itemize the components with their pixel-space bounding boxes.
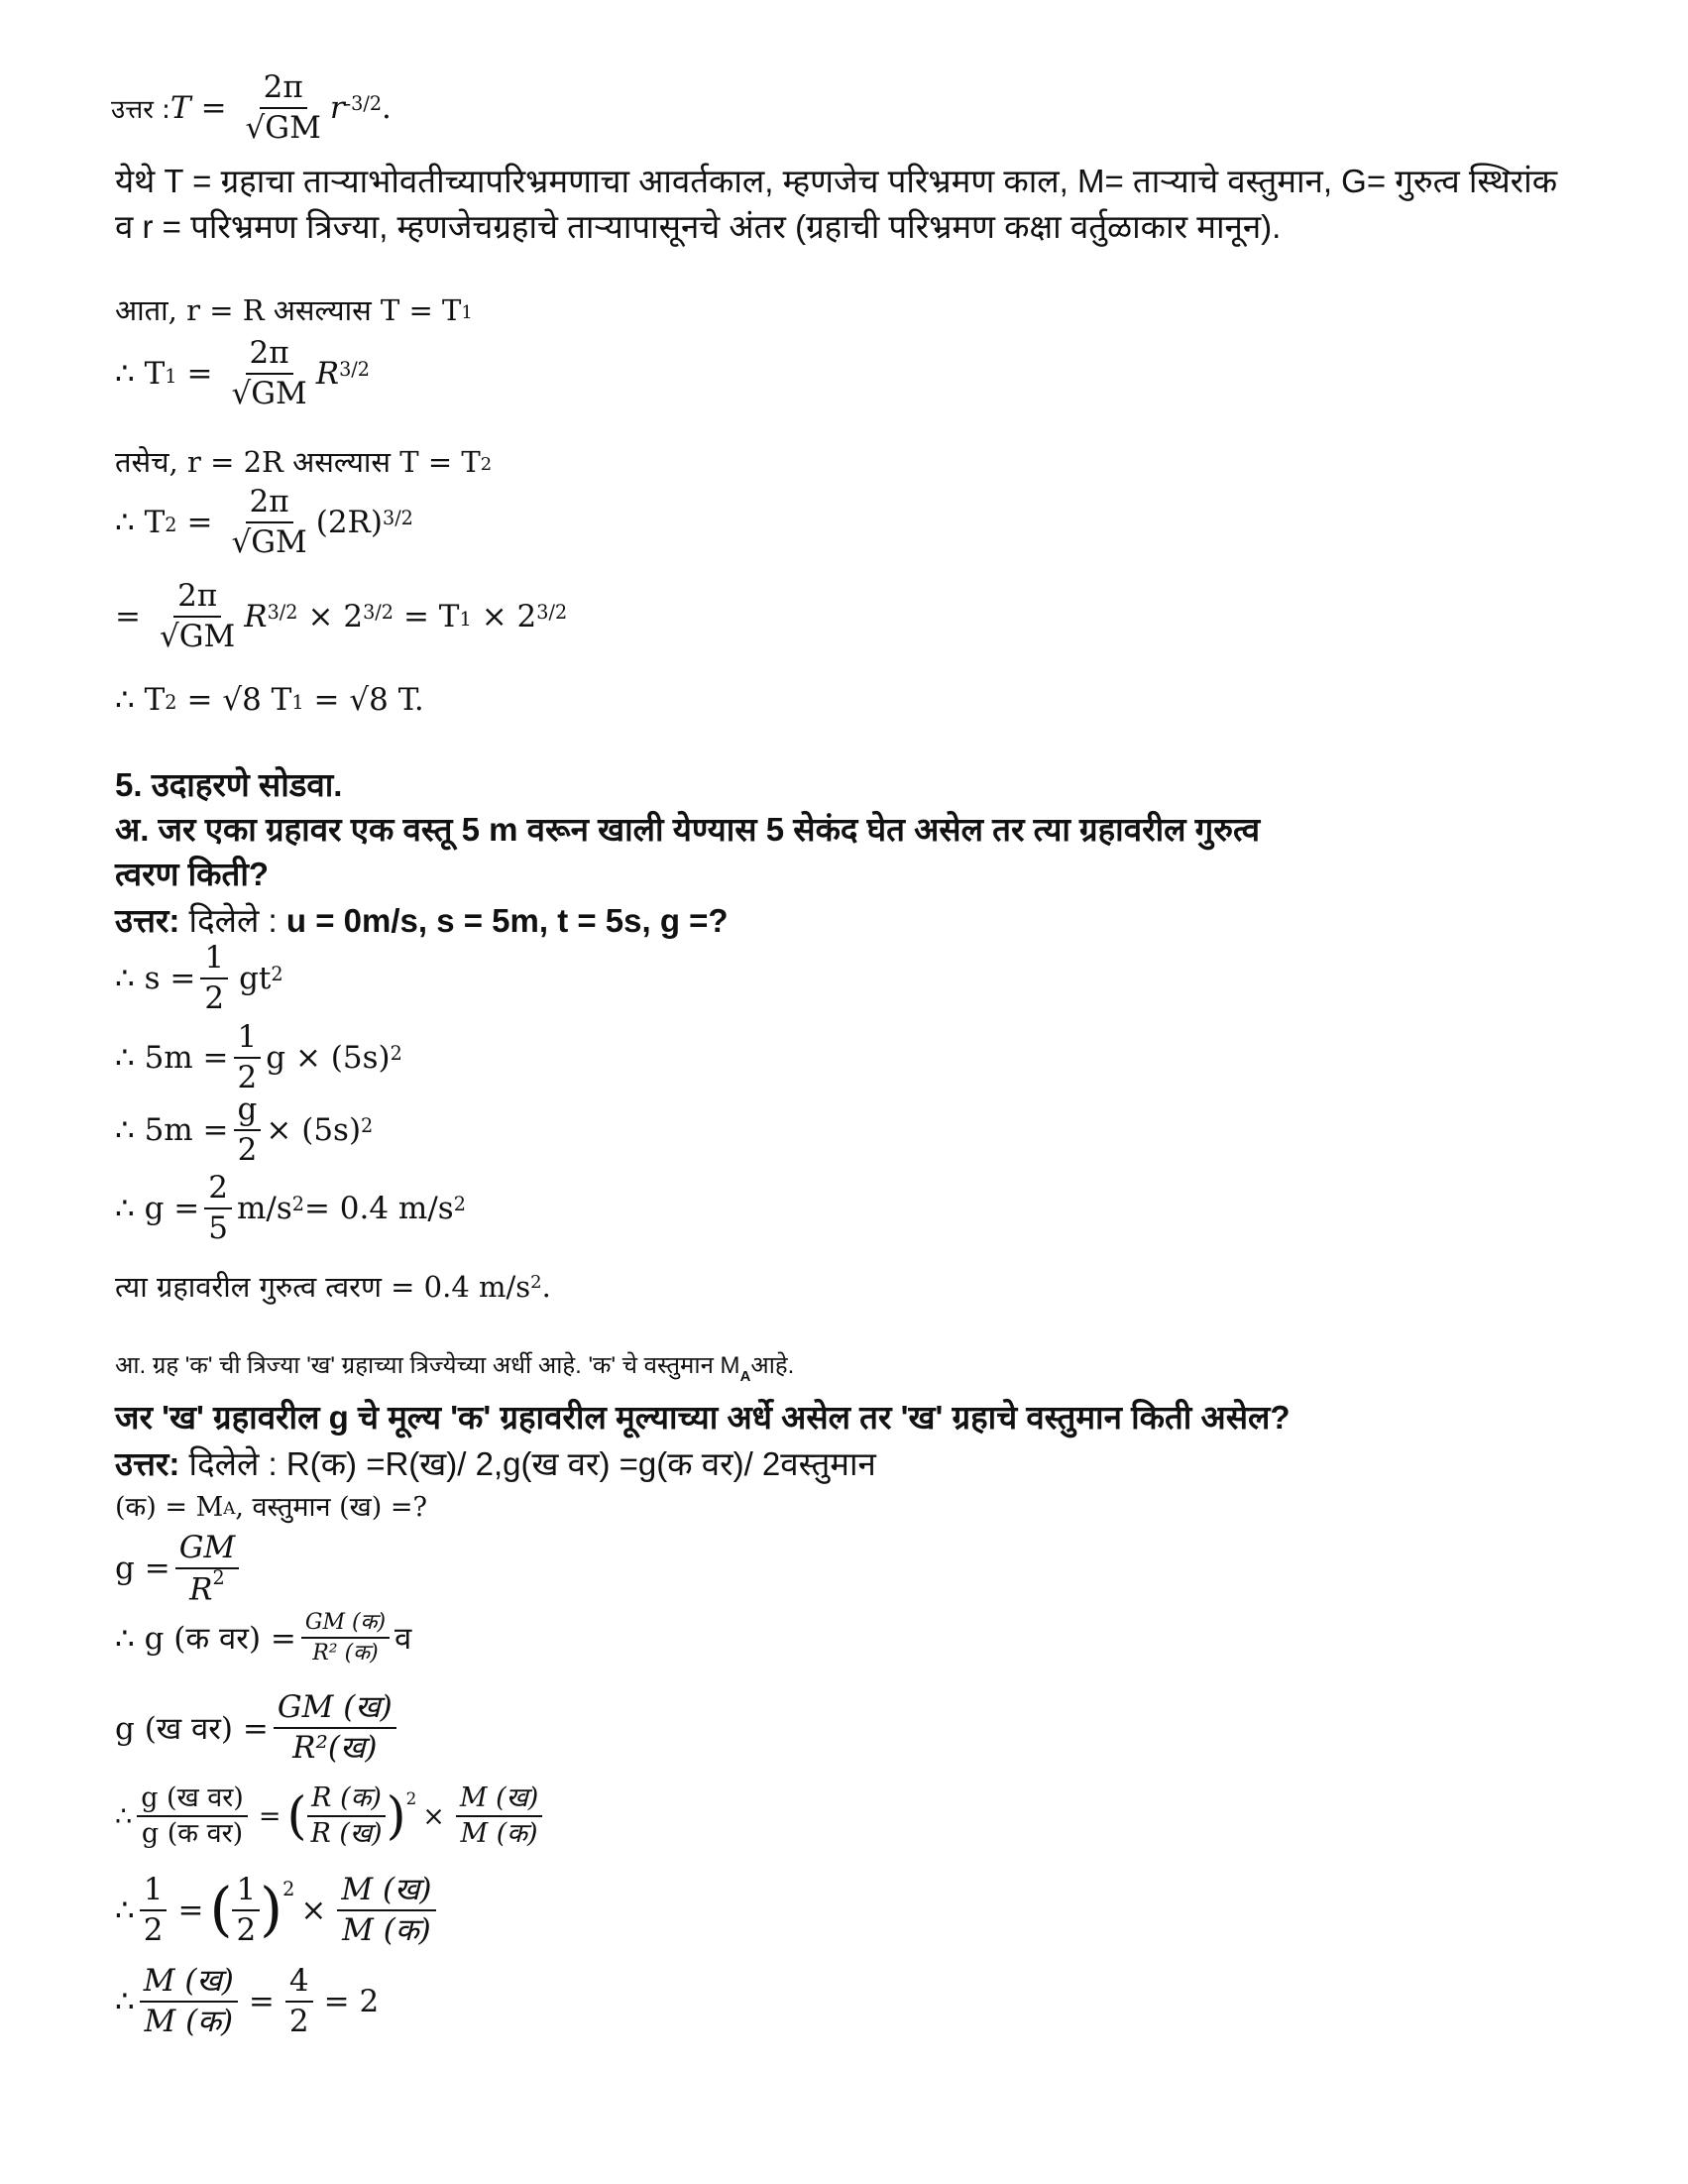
step4: ∴ T 2 = $\frac{2\pi}{√GM}$ (2R) 3/2	[115, 484, 413, 560]
eq-g: ∴ g = $\frac{2}{5}$ m/s 2 = 0.4 m/s 2	[115, 1170, 466, 1246]
question-a-line1: अ. जर एका ग्रहावर एक वस्तू 5 m वरून खाली येण्यास 5 सेकंद घेत असेल तर त्या ग्रहावरील गुरुत्व	[115, 811, 1261, 848]
formula-ratio-2: ∴ $\frac{1}{2}$ = ( $\frac{1}{2}$ ) 2 × $\frac{\text{M (ख)}}{\text{M (क)}}$	[115, 1874, 441, 1946]
step3: तसेच, r = 2R असल्यास T = T 2	[115, 445, 493, 479]
answer-label: उत्तर :	[111, 94, 170, 125]
formula-g-ka: ∴ g (क वर) = $\frac{\text{GM (क)}}{\text{R² (क)}}$ व	[115, 1610, 412, 1667]
step6: ∴ T 2 = √8 T 1 = √8 T.	[115, 682, 424, 718]
explanation-text: येथे T = ग्रहाचा ताऱ्याभोवतीच्यापरिभ्रमणाचा आवर्तकाल, म्हणजेच परिभ्रमण काल, M= ताऱ्याचे वस्तुमान, G= गुरुत्व स्थिरांक व r = परिभ्रमण त्रिज्या, म्हणजेचग्रहाचे ताऱ्यापासूनचे अंतर (ग्रहाची परिभ्रमण कक्षा वर्तुळाकार मानून).	[115, 163, 1558, 245]
section-heading: 5. उदाहरणे सोडवा.	[115, 766, 343, 803]
step2: ∴ T 1 = $\frac{2\pi}{√GM}$ R 3/2	[115, 335, 370, 411]
formula-g-kha: g (ख वर) = $\frac{\text{GM (ख)}}{\text{R²(ख)}}$	[115, 1691, 401, 1764]
formula-ratio: ∴ $\frac{\text{g (ख वर)}}{\text{g (क वर)}}$ = ( $\frac{\text{R (क)}}{\text{R (ख)}}$ ) 2 × $\frac{\text{M (ख)}}{\text{M (क)}}$	[115, 1784, 547, 1849]
var-T: T	[169, 89, 191, 126]
eq-s: ∴ s = $\frac{1}{2}$ gt 2	[115, 940, 283, 1016]
answer-aa-given: उत्तर: दिलेले : R(क) =R(ख)/ 2,g(ख वर) =g(क वर)/ 2वस्तुमान	[115, 1445, 876, 1482]
formula-g: g = $\frac{GM}{R^2}$	[115, 1532, 244, 1605]
question-aa-line2: जर 'ख' ग्रहावरील g चे मूल्य 'क' ग्रहावरील मूल्याच्या अर्धे असेल तर 'ख' ग्रहाचे वस्तुमान किती असेल?	[115, 1399, 1291, 1436]
answer-aa-given-2: (क) = M A , वस्तुमान (ख) =?	[115, 1492, 427, 1523]
question-a-line2: त्वरण किती?	[115, 856, 270, 892]
step1: आता, r = R असल्यास T = T 1	[115, 293, 473, 327]
equals: =	[200, 89, 227, 126]
answer-a-given: उत्तर: दिलेले : u = 0m/s, s = 5m, t = 5s, g =?	[115, 902, 729, 939]
eq-5m-2: ∴ 5m = $\frac{g}{2}$ × (5s) 2	[115, 1092, 374, 1168]
eq-5m-1: ∴ 5m = $\frac{1}{2}$ g × (5s) 2	[115, 1019, 402, 1095]
formula-final: ∴ $\frac{\text{M (ख)}}{\text{M (क)}}$ = $\frac{4}{2}$ = 2	[115, 1963, 380, 2039]
answer-formula: उत्तर : T = $\frac{2\pi}{√GM}$ r -3/2 .	[111, 69, 392, 146]
step5: = $\frac{2\pi}{√GM}$ R 3/2 × 2 3/2 = T 1 × 2 3/2	[115, 578, 568, 654]
question-aa-line1: आ. ग्रह 'क' ची त्रिज्या 'ख' ग्रहाच्या त्रिज्येच्या अर्धी आहे. 'क' चे वस्तुमान $M_Aआहे$.	[115, 1352, 795, 1386]
result-a: त्या ग्रहावरील गुरुत्व त्वरण = 0.4 m/s 2 .	[115, 1269, 551, 1304]
fraction: $\frac{2\pi}{√GM}$	[245, 69, 321, 146]
